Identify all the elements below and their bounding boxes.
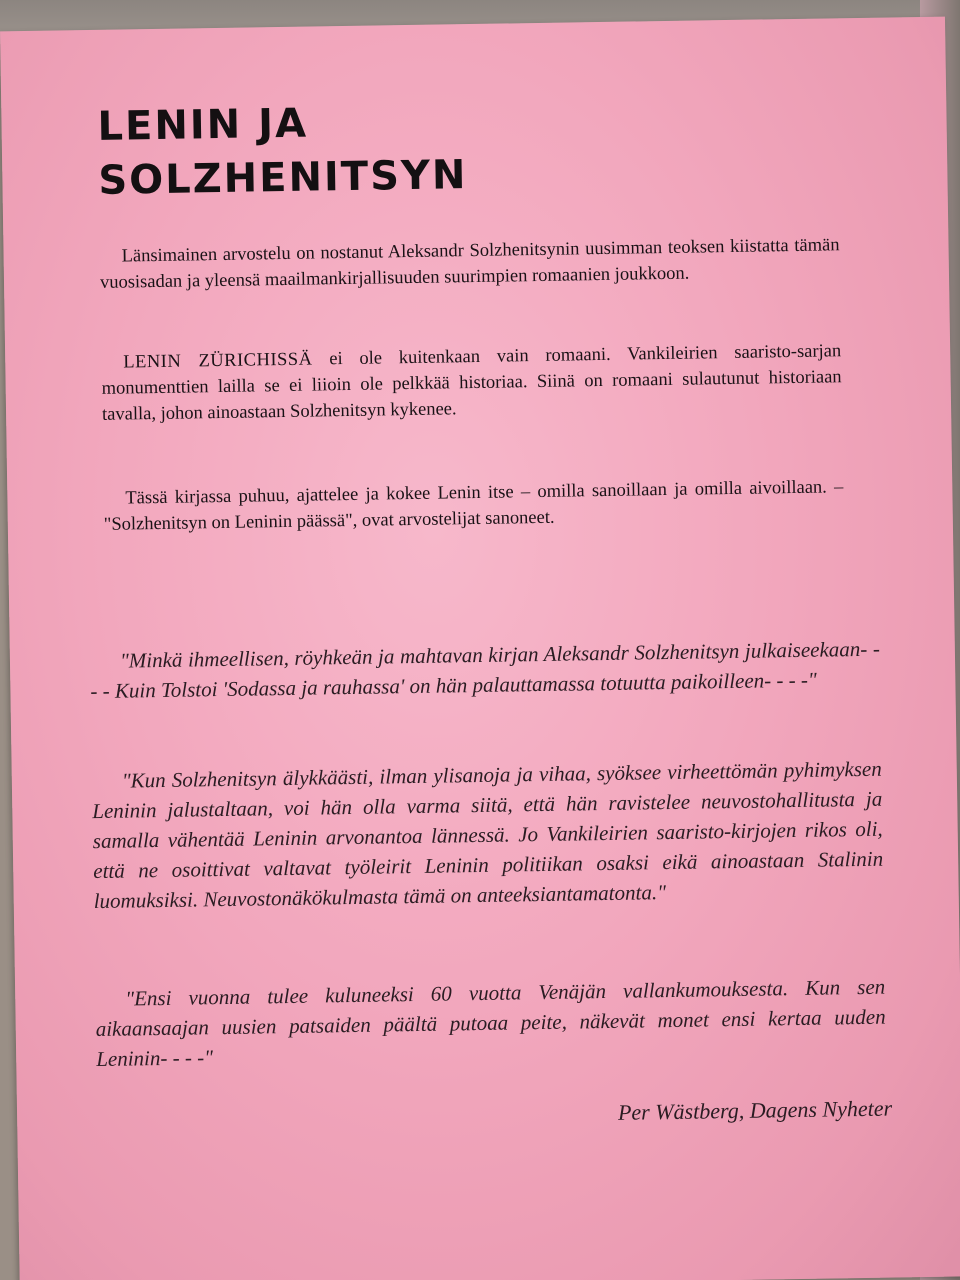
blurb-paragraph-3: Tässä kirjassa puhuu, ajattelee ja kokee Lenin itse – omilla sanoillaan ja omilla aivoillaan. – "Solzhenitsyn on Leninin päässä", ovat arvostelijat sanoneet. [103, 477, 844, 535]
review-quote-2: "Kun Solzhenitsyn älykkäästi, ilman ylisanoja ja vihaa, syöksee virheettömän pyhimyksen Leninin jalustaltaan, voi hän olla varma siitä, että hän ravistelee neuvostohallitusta ja samalla vähentää Leninin arvonantoa lännessä. Jo Vankileirien saaristo-kirjojen rikos oli, että ne osoittivat valtavat työleirit Leninin politiikan osaksi eikä ainoastaan Stalinin luomuksiksi. Neuvostonäkökulmasta tämä on anteeksiantamatonta." [92, 756, 884, 914]
title-line-2: SOLZHENITSYN [98, 152, 468, 204]
blurb-paragraph-2 [101, 338, 842, 428]
blurb-paragraph-1: Länsimainen arvostelu on nostanut Aleksandr Solzhenitsynin uusimman teoksen kiistatta tämän vuosisadan ja yleensä maailmankirjallisuuden suurimpien romaanien joukkoon. [99, 235, 840, 293]
book-back-cover [0, 17, 960, 1280]
review-quote-3: "Ensi vuonna tulee kuluneeksi 60 vuotta Venäjän vallankumouksesta. Kun sen aikaansaajan uusien patsaiden päältä putoaa peite, näkevät monet ensi kertaa uuden Leninin- - - -" [95, 974, 886, 1072]
book-title [97, 94, 468, 208]
title-line-1: LENIN JA [97, 100, 309, 150]
review-quote-1: "Minkä ihmeellisen, röyhkeän ja mahtavan kirjan Aleksandr Solzhenitsyn julkaiseekaan- - - - Kuin Tolstoi 'Sodassa ja rauhassa' on hän palauttamassa totuutta paikoilleen- - - -" [90, 636, 881, 704]
quote-attribution: Per Wästberg, Dagens Nyheter [617, 1095, 893, 1125]
book-name-caps: LENIN ZÜRICHISSÄ [123, 349, 313, 373]
blurb-paragraph-2-text: ei ole kuitenkaan vain romaani. Vankileirien saaristo-sarjan monumenttien lailla se ei liioin ole pelkkää historiaa. Siinä on romaani sulautunut historiaan tavalla, johon ainoastaan Solzhenitsyn kykenee. [101, 341, 842, 425]
